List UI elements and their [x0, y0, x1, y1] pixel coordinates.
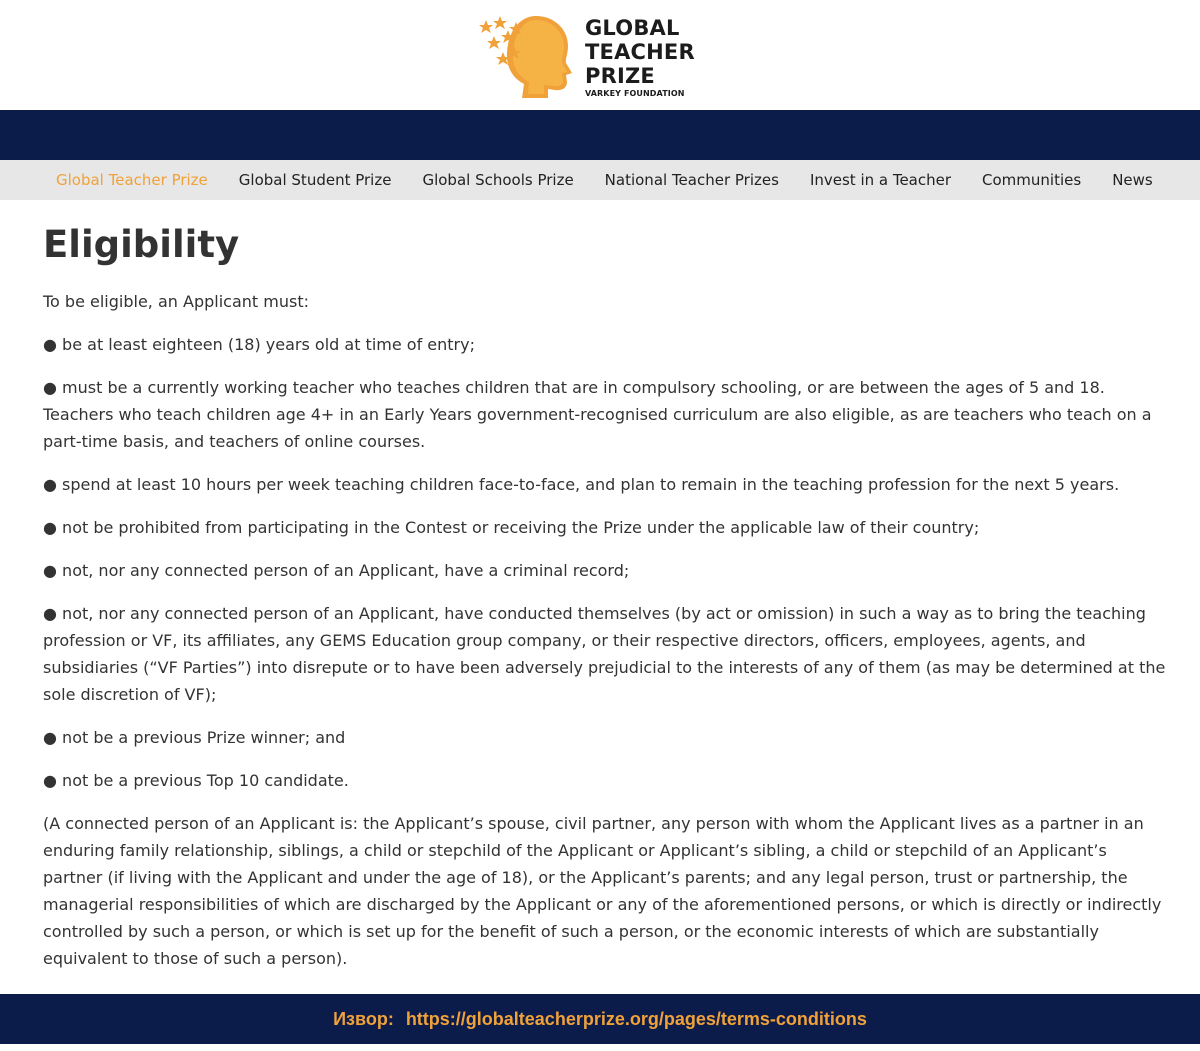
nav-item-communities[interactable]: Communities	[982, 171, 1082, 189]
eligibility-item: ● not, nor any connected person of an Applicant, have a criminal record;	[43, 561, 630, 580]
logo-line-global: GLOBAL	[585, 16, 680, 40]
main-content	[0, 200, 1200, 972]
source-url-link[interactable]: https://globalteacherprize.org/pages/terms-conditions	[405, 1008, 867, 1029]
nav-item-invest-in-a-teacher[interactable]: Invest in a Teacher	[809, 171, 952, 189]
logo-line-teacher: TEACHER	[585, 40, 695, 64]
intro-paragraph: To be eligible, an Applicant must:	[43, 292, 309, 311]
connected-person-note: (A connected person of an Applicant is: the Applicant’s spouse, civil partner, any person with whom the Applicant lives as a partner in an enduring family relationship, siblings, a child or stepchild of the Applicant or Applicant’s sibling, a child or stepchild of an Applicant’s partner (if living with the Applicant and under the age of 18), or the Applicant’s parents; and any legal person, trust or partnership, the managerial responsibilities of which are discharged by the Applicant or any of the aforementioned persons, or which is directly or indirectly controlled by such a person, or which is set up for the benefit of such a person, or the economic interests of which are substantially equivalent to those of such a person).	[43, 814, 1162, 968]
source-label: Извор:	[333, 1008, 394, 1029]
top-navy-bar	[0, 110, 1200, 160]
page-title: Eligibility	[43, 223, 240, 266]
logo-wordmark	[585, 16, 695, 100]
nav-item-global-schools-prize[interactable]: Global Schools Prize	[422, 171, 574, 189]
nav-item-global-student-prize[interactable]: Global Student Prize	[238, 171, 392, 189]
eligibility-item: ● not be prohibited from participating in the Contest or receiving the Prize under the applicable law of their country;	[43, 518, 980, 537]
eligibility-item: ● spend at least 10 hours per week teaching children face-to-face, and plan to remain in the teaching profession for the next 5 years.	[43, 475, 1120, 494]
eligibility-item: ● be at least eighteen (18) years old at time of entry;	[43, 335, 475, 354]
global-teacher-prize-logo[interactable]	[478, 10, 693, 100]
logo-line-prize: PRIZE	[585, 64, 655, 88]
nav-item-news[interactable]: News	[1112, 171, 1153, 189]
eligibility-item: ● not, nor any connected person of an Applicant, have conducted themselves (by act or omission) in such a way as to bring the teaching profession or VF, its affiliates, any GEMS Education group company, or their respective directors, officers, employees, agents, and subsidiaries (“VF Parties”) into disrepute or to have been adversely prejudicial to the interests of any of them (as may be determined at the sole discretion of VF);	[43, 604, 1166, 704]
nav-item-global-teacher-prize[interactable]: Global Teacher Prize	[56, 171, 208, 189]
site-header	[0, 0, 1200, 110]
nav-item-national-teacher-prizes[interactable]: National Teacher Prizes	[604, 171, 779, 189]
eligibility-item: ● not be a previous Prize winner; and	[43, 728, 346, 747]
star-head-icon	[478, 10, 578, 98]
source-footer	[0, 994, 1200, 1044]
bottom-strip	[0, 1044, 1200, 1051]
main-nav	[0, 160, 1200, 200]
logo-foundation: VARKEY FOUNDATION	[585, 89, 685, 98]
eligibility-item: ● not be a previous Top 10 candidate.	[43, 771, 349, 790]
eligibility-item: ● must be a currently working teacher who teaches children that are in compulsory schooling, or are between the ages of 5 and 18. Teachers who teach children age 4+ in an Early Years government-recognised curriculum are also eligible, as are teachers who teach on a part-time basis, and teachers of online courses.	[43, 378, 1152, 451]
